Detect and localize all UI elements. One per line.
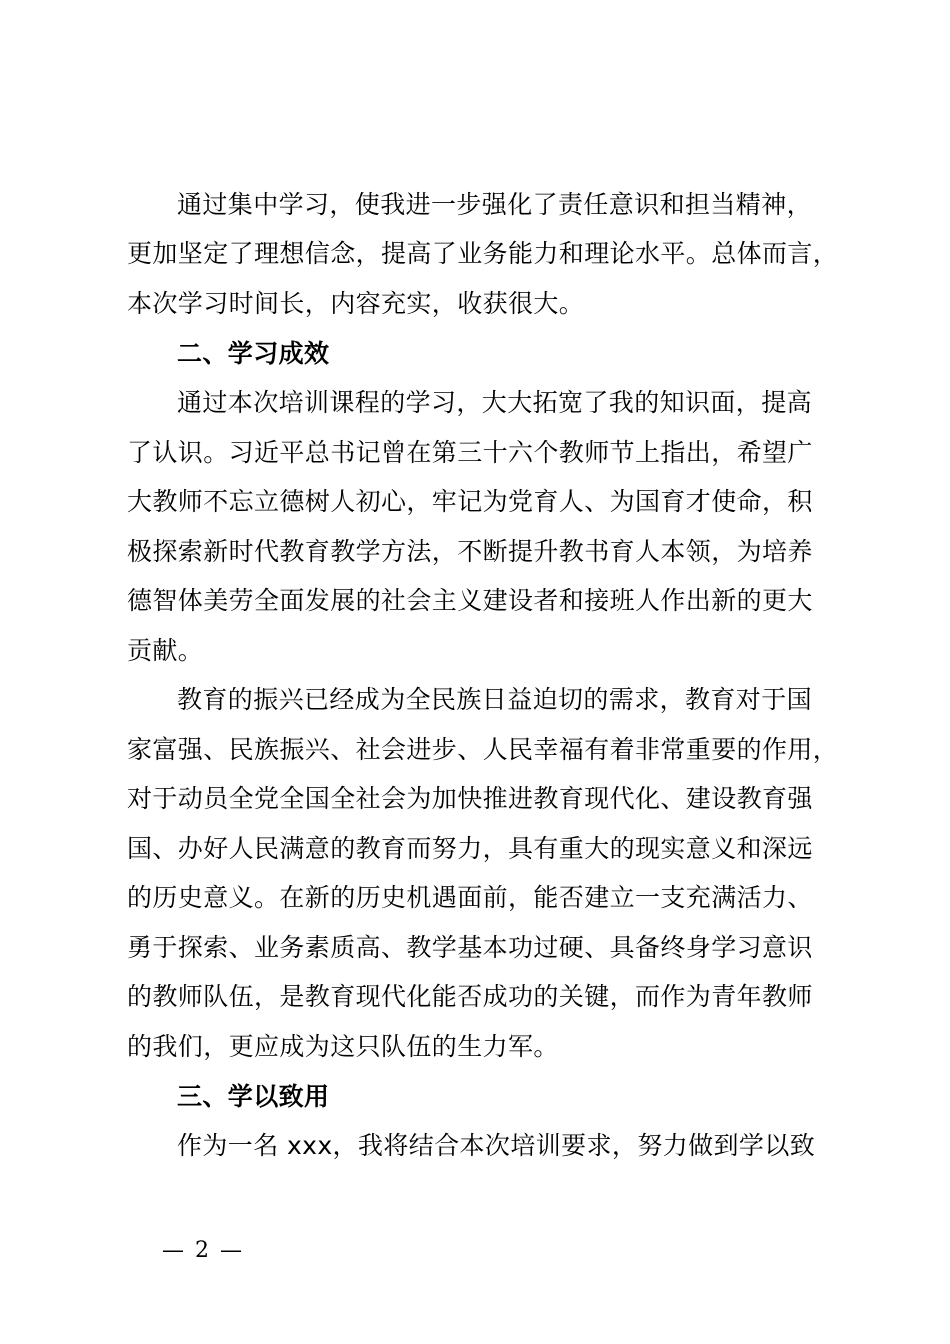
page-number: — 2 —	[162, 1238, 244, 1263]
paragraph-line: 教育的振兴已经成为全民族日益迫切的需求，教育对于国	[177, 685, 813, 714]
section-heading-results: 二、学习成效	[177, 339, 330, 368]
paragraph-line: 通过本次培训课程的学习，大大拓宽了我的知识面，提高	[177, 388, 813, 417]
paragraph-line: 更加坚定了理想信念，提高了业务能力和理论水平。总体而言，	[127, 239, 839, 268]
paragraph-line: 作为一名 xxx，我将结合本次培训要求，努力做到学以致	[177, 1131, 816, 1160]
paragraph-line: 本次学习时间长，内容充实，收获很大。	[127, 289, 585, 318]
paragraph-line: 贡献。	[127, 636, 204, 665]
paragraph-line: 德智体美劳全面发展的社会主义建设者和接班人作出新的更大	[127, 586, 813, 615]
paragraph-line: 了认识。习近平总书记曾在第三十六个教师节上指出，希望广	[127, 438, 813, 467]
paragraph-line: 勇于探索、业务素质高、教学基本功过硬、具备终身学习意识	[127, 933, 813, 962]
paragraph-line: 大教师不忘立德树人初心，牢记为党育人、为国育才使命，积	[127, 487, 813, 516]
paragraph-line: 的历史意义。在新的历史机遇面前，能否建立一支充满活力、	[127, 883, 813, 912]
paragraph-line: 的我们，更应成为这只队伍的生力军。	[127, 1032, 559, 1061]
paragraph-line: 的教师队伍，是教育现代化能否成功的关键，而作为青年教师	[127, 982, 813, 1011]
paragraph-line: 国、办好人民满意的教育而努力，具有重大的现实意义和深远	[127, 834, 813, 863]
paragraph-line: 极探索新时代教育教学方法，不断提升教书育人本领，为培养	[127, 537, 813, 566]
paragraph-line: 通过集中学习，使我进一步强化了责任意识和担当精神，	[177, 190, 813, 219]
paragraph-line: 对于动员全党全国全社会为加快推进教育现代化、建设教育强	[127, 784, 813, 813]
paragraph-line: 家富强、民族振兴、社会进步、人民幸福有着非常重要的作用，	[127, 735, 839, 764]
section-heading-application: 三、学以致用	[177, 1082, 330, 1111]
